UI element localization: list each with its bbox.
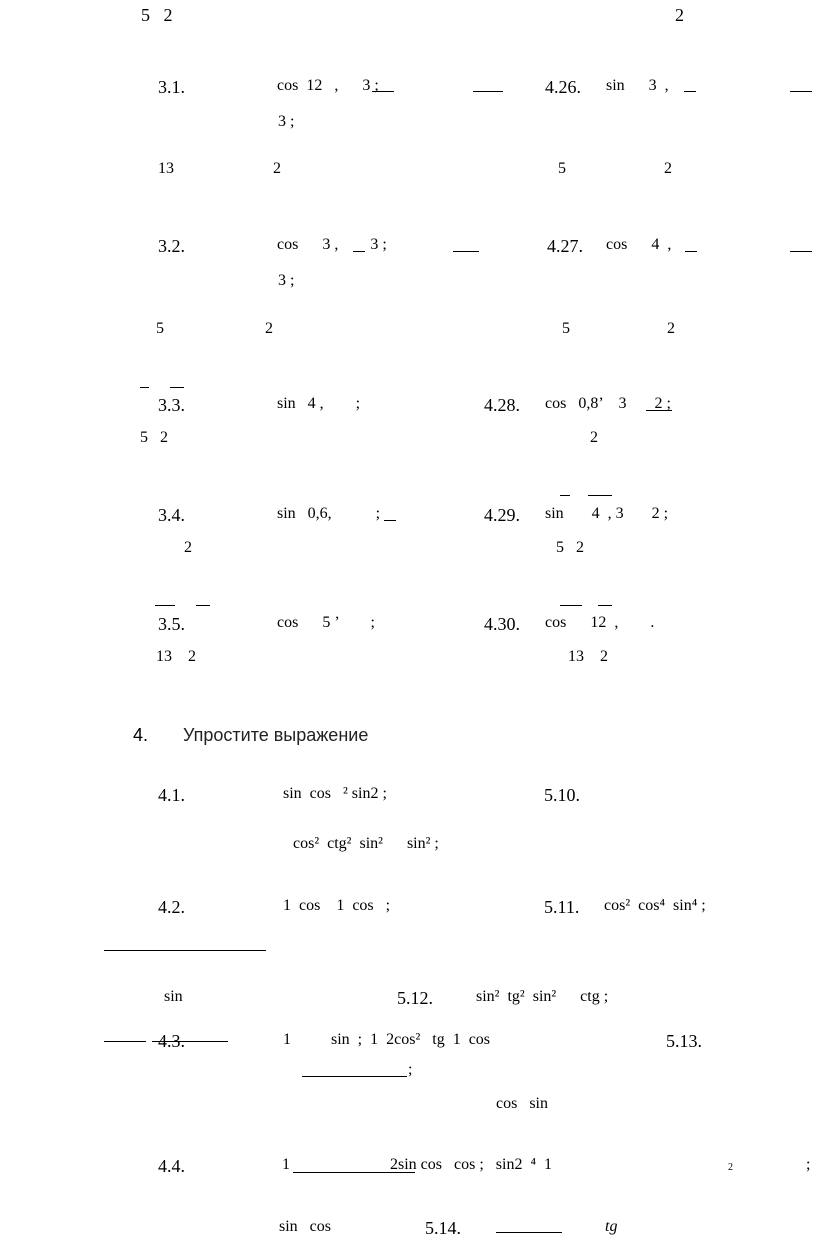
problem-number: 5.10. [544,785,580,805]
problem-expression: cos² cos⁴ sin⁴ ; [604,897,706,914]
denominator: 2 [273,160,281,177]
problem-number: 4.28. [484,395,520,415]
problem-expression: tg [605,1218,622,1235]
fraction-bar [293,1172,415,1173]
problem-number: 5.13. [666,1031,702,1051]
problem-number: 5.11. [544,897,580,917]
fraction-bar [598,605,612,606]
denominator: sin cos [279,1218,335,1235]
fraction-bar [790,251,812,252]
fraction-bar [473,91,503,92]
denominator: 2 [184,539,192,556]
problem-number: 3.3. [158,395,185,415]
fraction-bar [104,1041,146,1042]
fraction-bar [170,387,184,388]
fraction-bar [372,91,394,92]
denominator: 5 2 [140,429,168,446]
problem-number: 5.12. [397,988,433,1008]
denominator: 2 [265,320,273,337]
problem-expression: sin cos ² sin2 ; [279,785,387,802]
denominator: 2 [667,320,675,337]
problem-expression: cos 4 , [606,236,672,253]
fraction-bar [196,605,210,606]
denominator: 5 [562,320,570,337]
denominator: 13 2 [568,648,608,665]
semicolon: ; [806,1156,811,1173]
fraction-bar [560,605,582,606]
denominator: 13 2 [156,648,196,665]
problem-number: 4.27. [547,236,583,256]
top-fragment-right: 2 [675,5,684,25]
fraction-bar [560,495,570,496]
fraction-bar [302,1076,407,1077]
problem-number: 4.2. [158,897,185,917]
denominator: cos sin [496,1095,552,1112]
problem-expression: cos 0,8’ 3 2 ; [545,395,671,412]
problem-expression: sin 0,6, ; [277,505,381,522]
problem-number: 3.2. [158,236,185,256]
problem-expression: cos 12 , 3 ; [277,77,379,94]
problem-number: 4.30. [484,614,520,634]
fraction-bar [104,950,266,951]
fraction-bar [152,1041,228,1042]
problem-number: 3.1. [158,77,185,97]
problem-expression: sin 3 , [606,77,669,94]
problem-expression: 1 sin ; 1 2cos² tg 1 cos [283,1031,495,1048]
problem-expression: cos² ctg² sin² sin² ; [289,835,439,852]
fraction-bar [790,91,812,92]
problem-expression: 1 cos 1 cos ; [279,897,391,914]
problem-expression: sin 4 , ; [277,395,361,412]
section-number: 4. [133,725,149,745]
problem-number: 4.1. [158,785,185,805]
problem-expression: sin 4 , 3 2 ; [545,505,669,522]
fraction-bar [684,91,696,92]
denominator: 5 2 [556,539,584,556]
denominator: 2 [664,160,672,177]
problem-expression: sin² tg² sin² ctg ; [472,988,609,1005]
problem-number: 5.14. [425,1218,461,1238]
problem-expression: cos 12 , . [545,614,655,631]
problem-expression: 1 2sin cos cos ; sin2 ⁴ 1 [282,1156,553,1173]
denominator: 13 [158,160,174,177]
denominator: sin [164,988,187,1005]
fraction-bar [453,251,479,252]
problem-number: 4.29. [484,505,520,525]
problem-expression: cos 3 , 3 ; [277,236,387,253]
fraction-bar [588,495,612,496]
denominator: 5 [558,160,566,177]
problem-number: 3.5. [158,614,185,634]
problem-expression-tail: 3 ; [278,113,295,130]
problem-expression-tail: 3 ; [278,272,295,289]
problem-number: 4.3. [158,1031,185,1051]
fraction-bar [496,1232,562,1233]
problem-number: 4.26. [545,77,581,97]
exponent: 2 [728,1162,733,1173]
top-fragment-left: 5 2 [141,5,173,25]
denominator: 2 [590,429,598,446]
problem-expression: cos 5 ’ ; [277,614,375,631]
section-title: Упростите выражение [183,725,369,745]
problem-number: 4.4. [158,1156,185,1176]
denominator: 5 [156,320,164,337]
semicolon: ; [408,1061,413,1078]
problem-number: 3.4. [158,505,185,525]
fraction-bar [140,387,149,388]
fraction-bar [384,520,396,521]
fraction-bar [646,410,672,411]
fraction-bar [155,605,175,606]
fraction-bar [685,251,697,252]
fraction-bar [353,251,365,252]
